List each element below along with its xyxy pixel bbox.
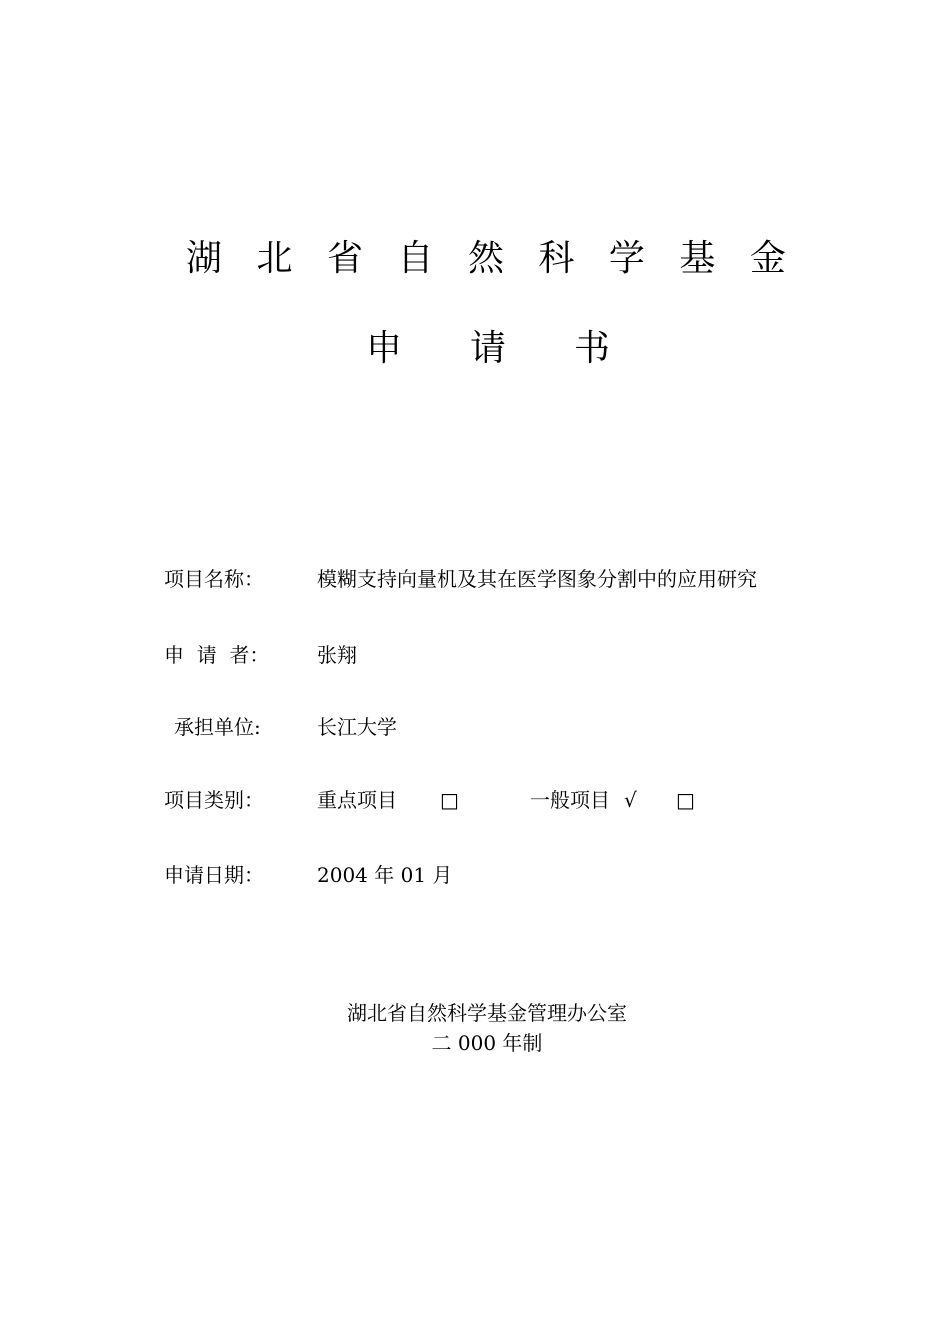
title-line-1 bbox=[186, 232, 786, 286]
title-char: 学 bbox=[608, 238, 645, 279]
key-project-checkbox[interactable]: □ bbox=[440, 788, 459, 812]
title-char: 金 bbox=[749, 238, 786, 279]
title-char: 申 bbox=[366, 328, 403, 369]
project-name-value: 模糊支持向量机及其在医学图象分割中的应用研究 bbox=[317, 567, 757, 591]
title-char: 湖 bbox=[186, 238, 223, 279]
general-project-option-label: 一般项目 bbox=[530, 788, 610, 812]
title-char: 自 bbox=[397, 238, 434, 279]
title-char: 北 bbox=[256, 238, 293, 279]
checkmark-icon: √ bbox=[624, 788, 637, 812]
title-line-2 bbox=[366, 322, 610, 376]
project-name-label: 项目名称： bbox=[164, 567, 264, 591]
category-label: 项目类别： bbox=[164, 788, 264, 812]
title-char: 请 bbox=[469, 328, 506, 369]
title-char: 然 bbox=[467, 238, 504, 279]
date-value: 2004 年 01 月 bbox=[317, 863, 453, 887]
footer bbox=[0, 998, 950, 1058]
title-char: 书 bbox=[573, 328, 610, 369]
key-project-option-label: 重点项目 bbox=[317, 788, 397, 812]
title-char: 基 bbox=[679, 238, 716, 279]
general-project-checkbox[interactable]: □ bbox=[676, 788, 695, 812]
footer-office: 湖北省自然科学基金管理办公室 bbox=[347, 1001, 627, 1025]
date-label: 申请日期： bbox=[164, 863, 264, 887]
applicant-value: 张翔 bbox=[317, 643, 357, 667]
applicant-label: 申 请 者： bbox=[164, 643, 270, 667]
title-char: 省 bbox=[326, 238, 363, 279]
unit-value: 长江大学 bbox=[317, 715, 397, 739]
footer-edition: 二 000 年制 bbox=[431, 1031, 543, 1055]
unit-label: 承担单位: bbox=[174, 715, 261, 739]
title-char: 科 bbox=[538, 238, 575, 279]
